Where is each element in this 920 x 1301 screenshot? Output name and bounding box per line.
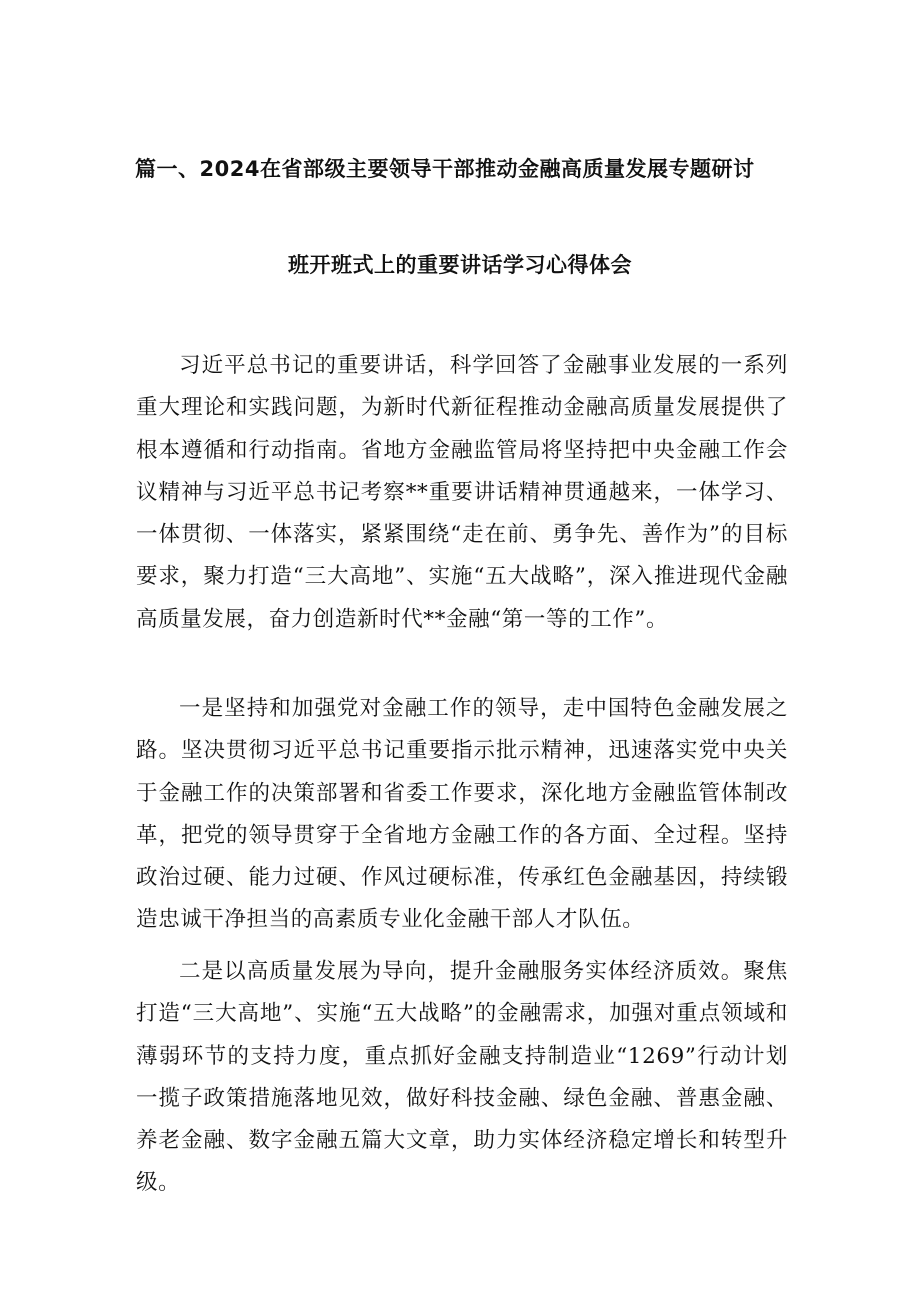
paragraph-1 [136,345,788,641]
paragraph-2 [136,688,788,942]
paragraph-3 [136,951,788,1205]
document-title-line-2-text: 班开班式上的重要讲话学习心得体会 [288,253,632,277]
document-title-line-1: 篇一、2024在省部级主要领导干部推动金融高质量发展专题研讨 [135,157,755,181]
paragraph-text: 二是以高质量发展为导向，提升金融服务实体经济质效。聚焦打造“三大高地”、实施“五大战略”的金融需求，加强对重点领域和薄弱环节的支持力度，重点抓好金融支持制造业“1269”行动计划一揽子政策措施落地见效，做好科技金融、绿色金融、普惠金融、养老金融、数字金融五篇大文章，助力实体经济稳定增长和转型升级。 [136,959,788,1196]
document-title-line-2 [0,250,920,280]
paragraph-text: 习近平总书记的重要讲话，科学回答了金融事业发展的一系列重大理论和实践问题，为新时代新征程推动金融高质量发展提供了根本遵循和行动指南。省地方金融监管局将坚持把中央金融工作会议精神与习近平总书记考察**重要讲话精神贯通越来，一体学习、一体贯彻、一体落实，紧紧围绕“走在前、勇争先、善作为”的目标要求，聚力打造“三大高地”、实施“五大战略”，深入推进现代金融高质量发展，奋力创造新时代**金融“第一等的工作”。 [136,353,788,632]
paragraph-text: 一是坚持和加强党对金融工作的领导，走中国特色金融发展之路。坚决贯彻习近平总书记重要指示批示精神，迅速落实党中央关于金融工作的决策部署和省委工作要求，深化地方金融监管体制改革，把党的领导贯穿于全省地方金融工作的各方面、全过程。坚持政治过硬、能力过硬、作风过硬标准，传承红色金融基因，持续锻造忠诚干净担当的高素质专业化金融干部人才队伍。 [136,696,788,933]
